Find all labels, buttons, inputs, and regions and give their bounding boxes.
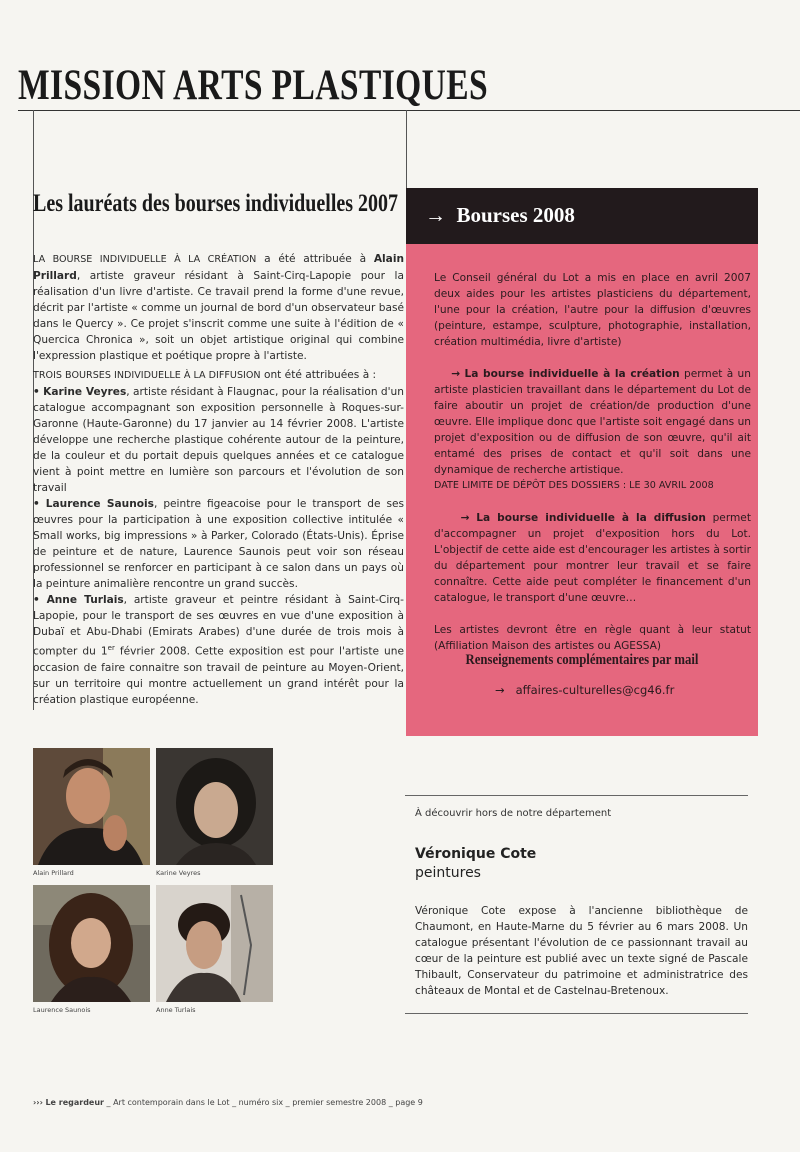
caption-karine-veyres: Karine Veyres bbox=[156, 869, 201, 877]
laureate-laurence-saunois: • Laurence Saunois, peintre figeacoise pour le transport de ses œuvres pour la participation à une exposition collective intitulée « Small works, big impressions » à Parker, Colorado (États-Unis). Éprise de peinture et de nature, Laurence Saunois peut voir son réseau professionnel se renforcer en participant à ce salon dans un pays où la peinture animalière rencontre un grand succès. bbox=[33, 498, 404, 590]
alain-prillard-name: Alain Prillard bbox=[33, 253, 404, 282]
creation-paragraph: LA BOURSE INDIVIDUELLE À LA CRÉATION a été attribuée à Alain Prillard, artiste graveur résidant à Saint-Cirq-Lapopie pour la réalisation d'un livre d'artiste. Ce travail prend la forme d'une revue, décrit par l'artiste « comme un journal de bord d'un observateur basé dans le Quercy ». Ce projet s'inscrit comme une suite à l'édition de « Quercica Chronica », soit un objet artistique original qui combine l'expression plastique et poétique propre à l'artiste. bbox=[33, 253, 404, 362]
arrow-right-icon: → bbox=[495, 683, 505, 697]
email-link[interactable]: → affaires-culturelles@cg46.fr bbox=[495, 683, 675, 697]
caption-laurence-saunois: Laurence Saunois bbox=[33, 1006, 91, 1014]
arrow-right-icon: → bbox=[460, 512, 470, 524]
bourses-intro: Le Conseil général du Lot a mis en place en avril 2007 deux aides pour les artistes plasticiens du département, l'une pour la création, l'autre pour la diffusion d'œuvres (peinture, estampe, sculpture, photographie, installation, création multimédia, livre d'artiste) bbox=[434, 272, 751, 348]
arrow-right-icon: → bbox=[451, 368, 461, 380]
bourse-diffusion-text: → La bourse individuelle à la diffusion permet d'accompagner un projet d'exposition hors du Lot. L'objectif de cette aide est d'encourager les artistes à sortir du département pour montrer leur travail et se faire connaître. Cette aide peut compléter le financement d'un catalogue, le transport d'une œuvre… bbox=[434, 512, 751, 604]
photo-karine-veyres bbox=[156, 748, 273, 865]
chevrons-icon: ››› bbox=[33, 1098, 43, 1107]
photo-laurence-saunois bbox=[33, 885, 150, 1002]
arrow-right-icon: → bbox=[425, 203, 446, 227]
photo-anne-turlais bbox=[156, 885, 273, 1002]
status-text: Les artistes devront être en règle quant à leur statut (Affiliation Maison des artistes ou AGESSA) bbox=[434, 624, 751, 652]
bourses-box-content bbox=[434, 270, 751, 654]
divider-top bbox=[405, 795, 748, 796]
publication-name: Le regardeur bbox=[45, 1098, 104, 1107]
footer: ››› Le regardeur _ Art contemporain dans le Lot _ numéro six _ premier semestre 2008 _ page 9 bbox=[33, 1098, 423, 1107]
laureate-karine-veyres: • Karine Veyres, artiste résidant à Flaugnac, pour la réalisation d'un catalogue accompagnant son exposition personnelle à Roques-sur-Garonne (Haute-Garonne) du 17 janvier au 14 février 2008. L'artiste développe une recherche plastique cohérente autour de la peinture, de la couleur et du portait depuis quelques années et ce catalogue vient à point mettre en lumière son parcours et l'évolution de son travail bbox=[33, 386, 404, 494]
page-title: MISSION ARTS PLASTIQUES bbox=[18, 62, 489, 109]
photo-alain-prillard bbox=[33, 748, 150, 865]
diffusion-intro: TROIS BOURSES INDIVIDUELLE À LA DIFFUSION ont été attribuées à : bbox=[33, 369, 377, 381]
info-title: Renseignements complémentaires par mail bbox=[465, 652, 699, 668]
divider-bottom bbox=[405, 1013, 748, 1014]
laureate-anne-turlais: • Anne Turlais, artiste graveur et peintre résidant à Saint-Cirq-Lapopie, pour le transport de ses œuvres en vue d'une exposition à Dubaï et Abu-Dhabi (Emirats Arabes) d'une durée de trois mois à compter du 1er février 2008. Cette exposition est pour l'artiste une occasion de faire connaitre son travail de peinture au Moyen-Orient, sur un territoire qui montre actuellement un grand intérêt pour la création plastique européenne. bbox=[33, 594, 404, 706]
bourses-box-title: → Bourses 2008 bbox=[425, 203, 575, 227]
deadline-text: DATE LIMITE DE DÉPÔT DES DOSSIERS : LE 30 AVRIL 2008 bbox=[434, 480, 714, 491]
bourse-creation-text: → La bourse individuelle à la création permet à un artiste plasticien travaillant dans le département du Lot de faire aboutir un projet de création/de production d'une œuvre. Elle implique donc que l'artiste soit engagé dans un projet d'exposition ou de diffusion de son œuvre, qu'il ait entamé des prises de contact et qu'il soit dans une dynamique de recherche artistique. bbox=[434, 368, 751, 476]
caption-anne-turlais: Anne Turlais bbox=[156, 1006, 196, 1014]
article-body bbox=[33, 251, 404, 708]
discover-label: À découvrir hors de notre département bbox=[415, 808, 612, 819]
artist-name: Véronique Cote bbox=[415, 846, 537, 862]
caption-alain-prillard: Alain Prillard bbox=[33, 869, 74, 877]
article-heading: Les lauréats des bourses individuelles 2007 bbox=[33, 190, 399, 217]
artist-subtitle: peintures bbox=[415, 865, 481, 881]
artist-description: Véronique Cote expose à l'ancienne bibliothèque de Chaumont, en Haute-Marne du 5 février au 6 mars 2008. Un catalogue présentant l'évolution de ce passionnant travail au cœur de la peinture est publié avec un texte signé de Pascale Thibault, Conservateur du patrimoine et administratrice des châteaux de Montal et de Castelnau-Bretenoux. bbox=[415, 905, 748, 997]
